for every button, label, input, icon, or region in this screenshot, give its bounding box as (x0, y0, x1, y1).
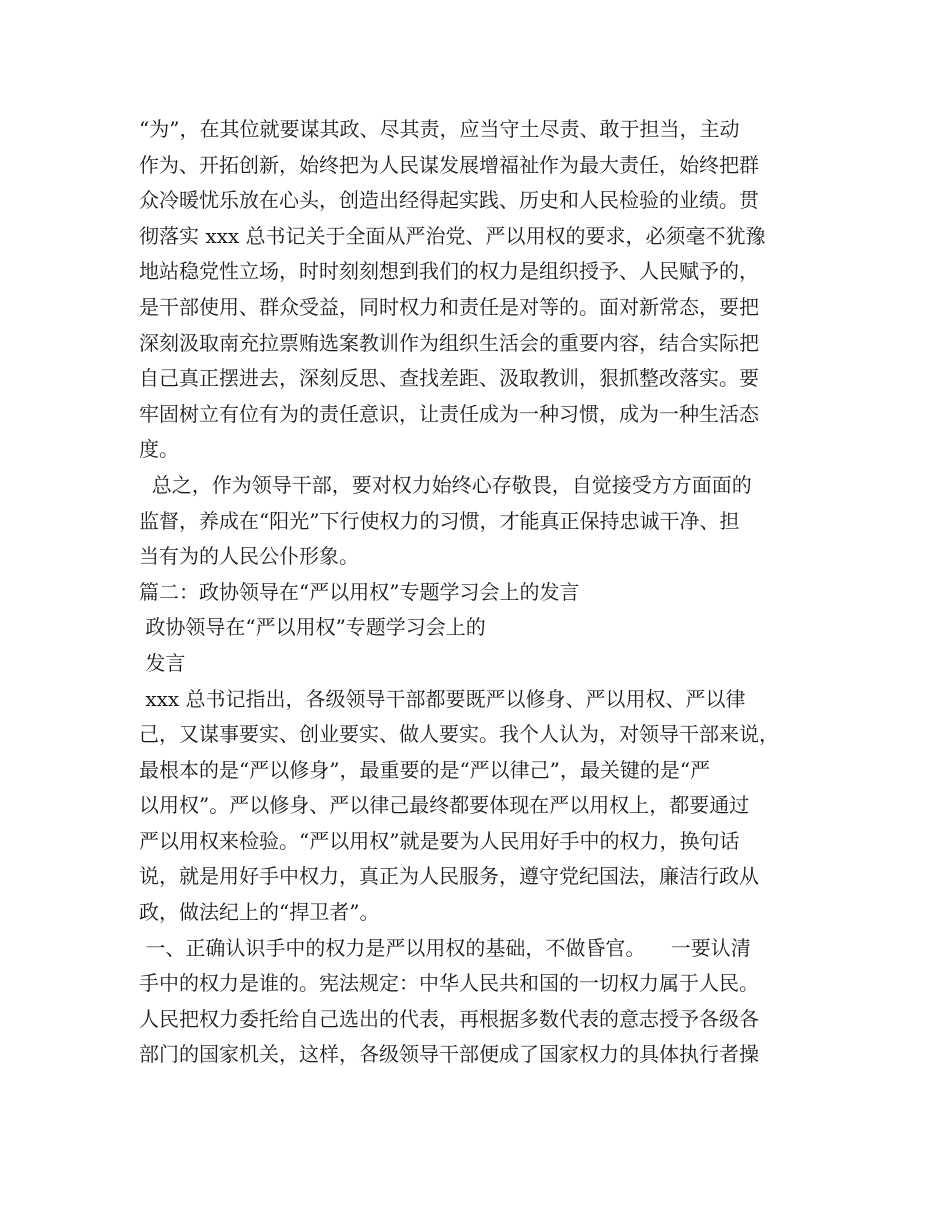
text-line: “为”，在其位就要谋其政、尽其责，应当守土尽责、敢于担当，主动 (139, 117, 740, 141)
text-line: 作为、开拓创新，始终把为人民谋发展增福祉作为最大责任，始终把群 (139, 152, 759, 177)
text-line: 总之，作为领导干部，要对权力始终心存敬畏，自觉接受方方面面的 (139, 472, 752, 497)
text-line: 人民把权力委托给自己选出的代表，再根据多数代表的意志授予各级各 (139, 1006, 759, 1031)
text-line: 严以用权来检验。“严以用权”就是要为人民用好手中的权力，换句话 (139, 828, 740, 853)
subsection-heading: 一、正确认识手中的权力是严以用权的基础，不做昏官。 一要认清 (139, 935, 751, 960)
text-line: 以用权”。严以修身、严以律己最终都要体现在严以用权上，都要通过 (139, 793, 750, 818)
article-title: 政协领导在“严以用权”专题学习会上的 (139, 615, 486, 640)
text-line: 当有为的人民公仆形象。 (139, 544, 359, 569)
text-line: 部门的国家机关，这样，各级领导干部便成了国家权力的具体执行者操 (139, 1042, 759, 1067)
text-line: 政，做法纪上的“捍卫者”。 (139, 900, 380, 925)
text-line: 度。 (139, 437, 179, 462)
text-line: xxx 总书记指出，各级领导干部都要既严以修身、严以用权、严以律 (139, 686, 746, 711)
text-line: 牢固树立有位有为的责任意识，让责任成为一种习惯，成为一种生活态 (139, 401, 759, 426)
text-line: 己，又谋事要实、创业要实、做人要实。我个人认为，对领导干部来说， (139, 722, 779, 747)
article-title-continued: 发言 (139, 650, 186, 675)
text-line: 手中的权力是谁的。宪法规定：中华人民共和国的一切权力属于人民。 (139, 971, 759, 996)
text-line: 说，就是用好手中权力，真正为人民服务，遵守党纪国法，廉洁行政从 (139, 864, 759, 889)
text-line: 自己真正摆进去，深刻反思、查找差距、汲取教训，狠抓整改落实。要 (139, 366, 759, 391)
text-line: 众冷暖忧乐放在心头，创造出经得起实践、历史和人民检验的业绩。贯 (139, 188, 759, 213)
section-heading: 篇二：政协领导在“严以用权”专题学习会上的发言 (139, 579, 580, 604)
text-line: 是干部使用、群众受益，同时权力和责任是对等的。面对新常态，要把 (139, 294, 759, 319)
document-body (139, 112, 829, 1073)
text-line: 深刻汲取南充拉票贿选案教训作为组织生活会的重要内容，结合实际把 (139, 330, 759, 355)
text-line: 彻落实 xxx 总书记关于全面从严治党、严以用权的要求，必须毫不犹豫 (139, 223, 766, 248)
text-line: 地站稳党性立场，时时刻刻想到我们的权力是组织授予、人民赋予的， (139, 259, 759, 284)
text-line: 最根本的是“严以修身”，最重要的是“严以律己”，最关键的是“严 (139, 757, 711, 782)
text-line: 监督，养成在“阳光”下行使权力的习惯，才能真正保持忠诚干净、担 (139, 508, 740, 533)
